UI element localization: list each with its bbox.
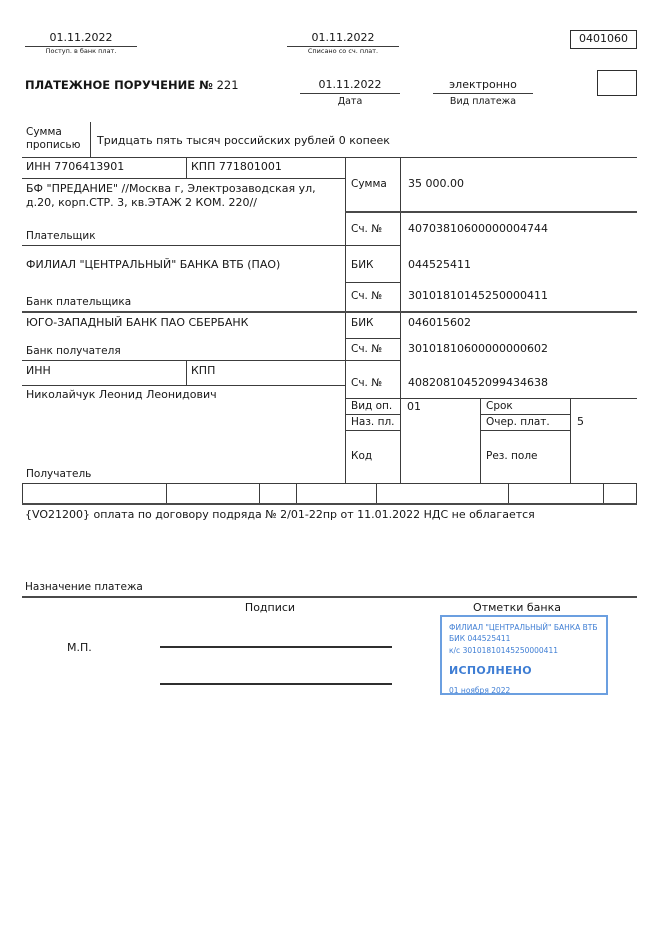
divider-line	[570, 398, 571, 483]
payer-bank-account-label: Сч. №	[351, 290, 383, 302]
document-title	[25, 78, 239, 92]
received-in-bank-date: 01.11.2022	[49, 31, 113, 44]
divider-line	[345, 398, 637, 399]
divider-line	[433, 93, 533, 94]
payer-bank-bik-value: 044525411	[408, 258, 471, 271]
payer-name: БФ "ПРЕДАНИЕ" //Москва г, Электрозаводская ул, д.20, корп.СТР. 3, кв.ЭТАЖ 2 КОМ. 220//	[26, 182, 316, 209]
divider-line	[90, 122, 91, 157]
payment-purpose-label: Назначение платежа	[25, 581, 143, 593]
payee-bank-bik-value: 046015602	[408, 316, 471, 329]
payer-label: Плательщик	[26, 230, 96, 242]
payer-inn: ИНН 7706413901	[26, 160, 125, 173]
stamp-corr-account: к/с 30101810145250000411	[449, 645, 558, 655]
document-number: 221	[216, 78, 239, 92]
bank-marks-heading: Отметки банка	[473, 601, 561, 614]
priority-value: 5	[577, 415, 584, 428]
divider-line	[603, 483, 604, 503]
divider-line	[345, 157, 346, 483]
payee-bank-bik-label: БИК	[351, 317, 374, 329]
bank-execution-stamp	[440, 615, 608, 695]
form-code-box: 0401060	[570, 30, 637, 49]
payer-bank-label: Банк плательщика	[26, 296, 132, 308]
divider-line	[480, 414, 570, 415]
op-kind-value: 01	[407, 400, 421, 413]
payee-label: Получатель	[26, 468, 92, 480]
divider-line	[345, 211, 637, 213]
signature-line	[160, 646, 392, 648]
divider-line	[508, 483, 509, 503]
divider-line	[480, 430, 570, 431]
divider-line	[22, 245, 400, 246]
payer-bank-name: ФИЛИАЛ "ЦЕНТРАЛЬНЫЙ" БАНКА ВТБ (ПАО)	[26, 258, 281, 271]
stamp-place-label: М.П.	[67, 641, 92, 654]
divider-line	[22, 311, 637, 313]
payee-account-label: Сч. №	[351, 377, 383, 389]
payment-kind-value: электронно	[449, 78, 517, 91]
payer-account-label: Сч. №	[351, 223, 383, 235]
payee-inn-label: ИНН	[26, 364, 51, 377]
priority-label: Очер. плат.	[486, 416, 550, 428]
divider-line	[345, 338, 400, 339]
op-kind-label: Вид оп.	[351, 400, 393, 412]
payment-kind-label: Вид платежа	[449, 96, 517, 107]
divider-line	[376, 483, 377, 503]
date-label: Дата	[337, 96, 363, 107]
stamp-status: ИСПОЛНЕНО	[449, 663, 532, 677]
stamp-date: 01 ноября 2022	[449, 686, 511, 696]
payer-kpp: КПП 771801001	[191, 160, 282, 173]
divider-line	[22, 157, 637, 158]
divider-line	[22, 385, 345, 386]
divider-line	[186, 157, 187, 178]
divider-line	[22, 596, 637, 598]
divider-line	[296, 483, 297, 503]
signatures-heading: Подписи	[244, 601, 296, 614]
divider-line	[259, 483, 260, 503]
status-box-empty	[597, 70, 637, 96]
stamp-bik: БИК 044525411	[449, 634, 511, 644]
payee-kpp-label: КПП	[191, 364, 216, 377]
document-date: 01.11.2022	[318, 78, 382, 91]
divider-line	[22, 178, 345, 179]
payee-bank-account-label: Сч. №	[351, 343, 383, 355]
divider-line	[345, 414, 400, 415]
payee-name: Николайчук Леонид Леонидович	[26, 388, 217, 401]
payer-bank-bik-label: БИК	[351, 259, 374, 271]
received-in-bank-label: Поступ. в банк плат.	[45, 47, 117, 55]
divider-line	[400, 157, 401, 483]
divider-line	[22, 503, 637, 505]
divider-line	[22, 483, 637, 484]
amount-value: 35 000.00	[408, 177, 464, 190]
payee-account-value: 40820810452099434638	[408, 376, 548, 389]
divider-line	[300, 93, 400, 94]
title-text: ПЛАТЕЖНОЕ ПОРУЧЕНИЕ №	[25, 78, 213, 92]
signature-line	[160, 683, 392, 685]
debited-date: 01.11.2022	[311, 31, 375, 44]
divider-line	[22, 360, 400, 361]
payer-account-value: 40703810600000004744	[408, 222, 548, 235]
reserve-field-label: Рез. поле	[486, 450, 538, 462]
debited-label: Списано со сч. плат.	[307, 47, 379, 55]
divider-line	[636, 483, 637, 503]
code-label: Код	[351, 450, 373, 462]
divider-line	[22, 483, 23, 503]
divider-line	[186, 360, 187, 385]
divider-line	[166, 483, 167, 503]
payee-bank-account-value: 30101810600000000602	[408, 342, 548, 355]
payee-bank-label: Банк получателя	[26, 345, 121, 357]
purpose-code-label: Наз. пл.	[351, 416, 395, 428]
payment-purpose-text: {VO21200} оплата по договору подряда № 2/01-22пр от 11.01.2022 НДС не облагается	[25, 508, 535, 521]
stamp-bank-name: ФИЛИАЛ "ЦЕНТРАЛЬНЫЙ" БАНКА ВТБ	[449, 623, 598, 632]
payee-bank-name: ЮГО-ЗАПАДНЫЙ БАНК ПАО СБЕРБАНК	[26, 316, 249, 329]
amount-words-value: Тридцать пять тысяч российских рублей 0 копеек	[97, 134, 390, 147]
divider-line	[345, 430, 400, 431]
divider-line	[480, 398, 481, 483]
due-date-label: Срок	[486, 400, 513, 412]
payer-bank-account-value: 30101810145250000411	[408, 289, 548, 302]
amount-words-label: Сумма прописью	[26, 126, 81, 151]
divider-line	[345, 282, 400, 283]
amount-label: Сумма	[351, 178, 387, 190]
